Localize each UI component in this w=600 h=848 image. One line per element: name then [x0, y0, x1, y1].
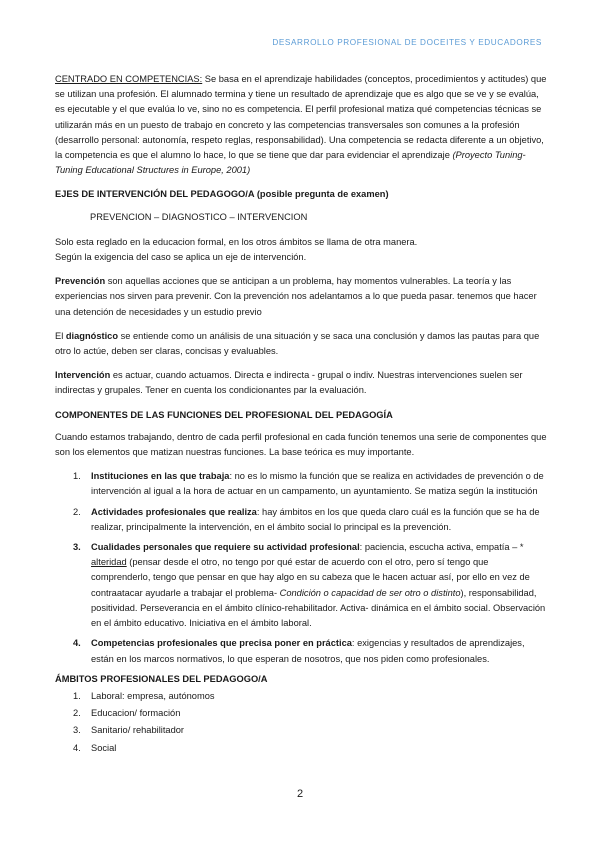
list-item [55, 540, 547, 631]
diagnostico-text: se entiende como un análisis de una situación y se saca una conclusión y damos las pautas para que otro lo actúe, deben ser claras, concisas y evaluables. [55, 330, 540, 357]
componentes-intro: Cuando estamos trabajando, dentro de cada perfil profesional en cada función tenemos una serie de componentes que son los elementos que matizan nuestras funciones. La base teórica es muy importante. [55, 431, 547, 458]
list-number: 3. [73, 542, 81, 553]
componentes-list [55, 469, 547, 666]
intervencion-term: Intervención [55, 370, 111, 381]
list-number: 1. [73, 471, 81, 482]
list-item [55, 723, 547, 738]
prevencion-term: Prevención [55, 276, 106, 287]
list-item [55, 469, 547, 499]
item-text: : no es lo mismo la función que se realiza en actividades de prevención o de intervención al igual a la hora de actuar en un campamento, un ayuntamiento. Se matiza según la institución [91, 471, 544, 497]
item-term: Competencias profesionales que precisa poner en práctica [91, 638, 352, 649]
ejes-intro-1: Solo esta reglado en la educacion formal, en los otros ámbitos se llama de otra manera. [55, 236, 418, 247]
list-item [55, 741, 547, 756]
list-number: 4. [73, 638, 81, 649]
alteridad-term: alteridad [91, 557, 127, 568]
prevencion-paragraph [55, 274, 547, 320]
diagnostico-paragraph [55, 329, 547, 359]
item-text-a: : paciencia, escucha activa, empatía – * [359, 542, 524, 553]
ambitos-heading: ÁMBITOS PROFESIONALES DEL PEDAGOGO/A [55, 673, 268, 684]
page-content [55, 72, 547, 758]
list-number: 3. [73, 725, 81, 736]
page-number: 2 [296, 788, 304, 800]
list-number: 2. [73, 708, 81, 719]
ejes-heading: EJES DE INTERVENCIÓN DEL PEDAGOGO/A (posible pregunta de examen) [55, 189, 389, 200]
list-item [55, 706, 547, 721]
list-item [55, 505, 547, 535]
list-number: 2. [73, 506, 81, 517]
list-item [55, 636, 547, 666]
item-italic: Condición o capacidad de ser otro o distinto [279, 587, 461, 598]
ambitos-list [55, 689, 547, 756]
item-text-b: (pensar desde el otro, no tengo por qué estar de acuerdo con el otro, pero sí tengo que comprenderlo, tengo que pensar en que hay algo en su cabeza que le hacen actuar así, por ello en vez de contraatacar ayudarle a trabajar el problema- [91, 557, 530, 598]
list-number: 1. [73, 690, 81, 701]
intervencion-text: es actuar, cuando actuamos. Directa e indirecta - grupal o indiv. Nuestras intervenciones suelen ser indirectas y grupales. Tener en cuenta los condicionantes par la evaluación. [55, 370, 523, 396]
item-term: Cualidades personales que requiere su actividad profesional [91, 542, 360, 553]
diagnostico-pre: El [55, 330, 66, 341]
centrado-text: Se basa en el aprendizaje habilidades (conceptos, procedimientos y actitudes) que se utilizan una profesión. El alumnado termina y tiene un resultado de aprendizaje que es algo que se ve y se evalúa, es ejecutable y el que evalúa lo ve, sino no es competencia. El perfil profesional matiza qué competencias técnicas se utilizarán más en un puesto de trabajo en concreto y las competencias transversales son comunes a la profesión (desarrollo personal: autonomía, respeto reglas, responsabilidad). Una competencia se redacta diferente a un objetivo, la competencia es que el alumno lo hace, lo que se tiene que dar para evidenciar el aprendizaje [55, 74, 547, 161]
list-label: Educacion/ formación [91, 708, 181, 719]
list-number: 4. [73, 742, 81, 753]
intervencion-paragraph [55, 368, 547, 398]
list-label: Sanitario/ rehabilitador [91, 725, 185, 736]
item-text-c: ), responsabilidad, positividad. Perseverancia en el ámbito clínico-rehabilitador. Activa- dinámica en el ámbito social. Observación en el ámbito educativo. Iniciativa en el ámbito laboral. [91, 587, 546, 629]
ejes-subline: PREVENCION – DIAGNOSTICO – INTERVENCION [90, 211, 308, 222]
diagnostico-term: diagnóstico [65, 330, 119, 341]
ejes-intro-2: Según la exigencia del caso se aplica un eje de intervención. [55, 252, 307, 263]
list-label: Laboral: empresa, autónomos [91, 690, 215, 701]
item-term: Actividades profesionales que realiza [91, 506, 257, 517]
centrado-paragraph [55, 72, 547, 178]
item-term: Instituciones en las que trabaja [91, 471, 230, 482]
centrado-label: CENTRADO EN COMPETENCIAS: [55, 74, 203, 84]
running-header: DESARROLLO PROFESIONAL DE DOCEITES Y EDUCADORES [272, 38, 542, 47]
list-item [55, 689, 547, 704]
list-label: Social [91, 742, 117, 753]
item-text: : hay ámbitos en los que queda claro cuál es la función que se ha de realizar, principalmente la intervención, en el ámbito social lo principal es la prevención. [91, 506, 540, 532]
componentes-heading: COMPONENTES DE LAS FUNCIONES DEL PROFESIONAL DEL PEDAGOGÍA [55, 409, 393, 420]
citation: (Proyecto Tuning-Tuning Educational Structures in Europe, 2001) [55, 150, 526, 176]
prevencion-text: son aquellas acciones que se anticipan a un problema, hay momentos vulnerables. La teoría y las experiencias nos sirven para prevenir. Con la prevención nos adelantamos a lo que pueda pasar. tenemos que hacer una detención de necesidades y un estudio previo [55, 276, 537, 317]
item-text: : exigencias y resultados de aprendizajes, están en los marcos normativos, lo que esperan de nosotros, que nos piden como profesionales. [91, 638, 525, 664]
